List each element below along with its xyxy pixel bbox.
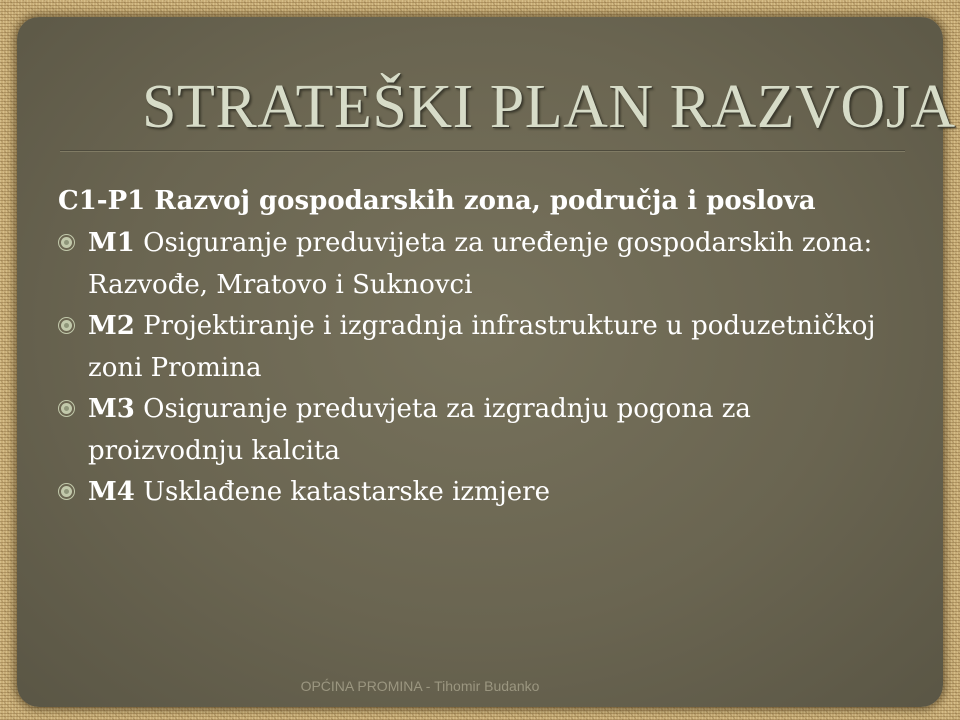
slide-title: STRATEŠKI PLAN RAZVOJA bbox=[142, 73, 956, 141]
measure-text: Osiguranje preduvijeta za uređenje gospodarskih zona: Razvođe, Mratovo i Suknovci bbox=[88, 228, 873, 300]
slide-footer: OPĆINA PROMINA - Tihomir Budanko bbox=[300, 678, 540, 694]
measure-text: Osiguranje preduvjeta za izgradnju pogona za proizvodnju kalcita bbox=[88, 394, 751, 466]
circle-bullet-icon bbox=[61, 403, 72, 414]
list-item-m2 bbox=[58, 306, 903, 389]
measure-list bbox=[58, 223, 928, 514]
circle-bullet-icon bbox=[61, 320, 72, 331]
list-item-m1 bbox=[58, 223, 903, 306]
list-item-m4 bbox=[58, 472, 903, 514]
measure-code: M1 bbox=[88, 228, 135, 258]
circle-bullet-icon bbox=[61, 237, 72, 248]
measure-text: Usklađene katastarske izmjere bbox=[143, 477, 550, 507]
circle-bullet-icon bbox=[61, 486, 72, 497]
measure-code: M2 bbox=[88, 311, 135, 341]
section-heading: C1-P1 Razvoj gospodarskih zona, područja i poslova bbox=[58, 186, 816, 216]
list-item-m3 bbox=[58, 389, 903, 472]
measure-text: Projektiranje i izgradnja infrastrukture u poduzetničkoj zoni Promina bbox=[88, 311, 876, 383]
measure-code: M3 bbox=[88, 394, 135, 424]
title-divider bbox=[60, 150, 905, 151]
measure-code: M4 bbox=[88, 477, 135, 507]
slide-content bbox=[58, 180, 928, 514]
